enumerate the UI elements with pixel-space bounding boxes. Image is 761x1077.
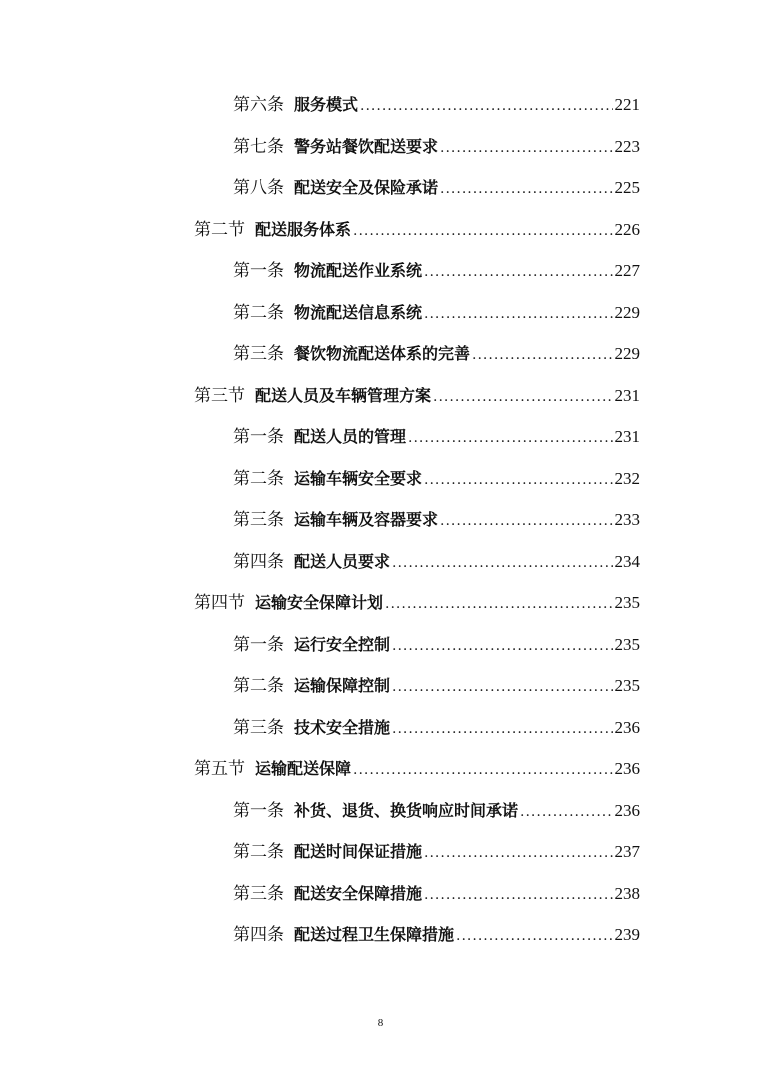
dot-leader [360, 91, 612, 121]
dot-leader [392, 631, 612, 661]
dot-leader [472, 340, 612, 370]
dot-leader [424, 299, 612, 329]
toc-entry-number: 第三条 [233, 883, 284, 904]
toc-entry-number: 第二条 [233, 468, 284, 489]
toc-entry-number: 第四条 [233, 925, 284, 945]
toc-entry-page: 234 [614, 551, 640, 571]
toc-entry-title: 配送人员及车辆管理方案 [255, 385, 432, 405]
toc-entry-title: 配送时间保证措施 [294, 842, 423, 861]
toc-entry-title: 警务站餐饮配送要求 [294, 136, 439, 156]
dot-leader [424, 465, 612, 495]
toc-entry-number: 第二条 [233, 842, 284, 862]
toc-entry-page: 237 [614, 842, 640, 861]
page-number: 8 [377, 1017, 384, 1029]
toc-entry-page: 236 [614, 759, 640, 778]
toc-entry-number: 第二节 [194, 219, 245, 240]
toc-article-entry[interactable] [233, 713, 640, 743]
dot-leader [440, 133, 612, 163]
toc-entry-title: 运行安全控制 [294, 634, 391, 654]
toc-entry-page: 227 [614, 261, 640, 280]
toc-article-entry[interactable] [233, 630, 640, 660]
dot-leader [520, 797, 612, 827]
toc-entry-page: 235 [614, 593, 640, 612]
toc-entry-title: 服务模式 [294, 95, 359, 114]
toc-entry-page: 232 [614, 468, 640, 488]
toc-entry-number: 第一条 [233, 261, 284, 281]
dot-leader [392, 548, 612, 578]
toc-section-entry[interactable] [194, 588, 640, 618]
toc-section-entry[interactable] [194, 215, 640, 245]
toc-entry-number: 第三条 [233, 717, 284, 738]
dot-leader [440, 174, 612, 204]
toc-entry-title: 运输车辆安全要求 [294, 468, 423, 488]
toc-entry-title: 配送服务体系 [255, 219, 352, 239]
toc-section-entry[interactable] [194, 754, 640, 784]
toc-article-entry[interactable] [233, 132, 640, 162]
toc-article-entry[interactable] [233, 298, 640, 328]
toc-article-entry[interactable] [233, 879, 640, 909]
toc-entry-title: 配送安全保障措施 [294, 883, 423, 903]
toc-article-entry[interactable] [233, 547, 640, 577]
toc-entry-title: 技术安全措施 [294, 717, 391, 737]
toc-entry-page: 229 [614, 302, 640, 322]
toc-article-entry[interactable] [233, 422, 640, 452]
toc-entry-title: 配送过程卫生保障措施 [294, 925, 455, 944]
toc-article-entry[interactable] [233, 339, 640, 369]
toc-entry-title: 补货、退货、换货响应时间承诺 [294, 800, 519, 820]
dot-leader [424, 880, 612, 910]
toc-entry-number: 第七条 [233, 136, 284, 157]
toc-entry-page: 235 [614, 676, 640, 695]
dot-leader [385, 589, 612, 619]
toc-entry-title: 物流配送信息系统 [294, 302, 423, 322]
toc-article-entry[interactable] [233, 173, 640, 203]
toc-entry-title: 配送人员的管理 [294, 427, 407, 446]
toc-entry-title: 运输配送保障 [255, 759, 352, 778]
toc-entry-page: 223 [614, 136, 640, 156]
toc-article-entry[interactable] [233, 464, 640, 494]
toc-entry-title: 运输安全保障计划 [255, 593, 384, 612]
toc-entry-page: 231 [614, 385, 640, 405]
toc-entry-page: 226 [614, 219, 640, 239]
toc-entry-number: 第一条 [233, 800, 284, 821]
dot-leader [392, 714, 612, 744]
toc-entry-page: 229 [614, 344, 640, 363]
toc-article-entry[interactable] [233, 920, 640, 950]
toc-entry-title: 运输保障控制 [294, 676, 391, 695]
toc-entry-number: 第三节 [194, 385, 245, 406]
toc-article-entry[interactable] [233, 837, 640, 867]
toc-section-entry[interactable] [194, 381, 640, 411]
toc-entry-number: 第二条 [233, 302, 284, 323]
toc-entry-number: 第四条 [233, 551, 284, 572]
toc-entry-page: 235 [614, 634, 640, 654]
toc-entry-number: 第一条 [233, 634, 284, 655]
dot-leader [424, 838, 612, 868]
toc-entry-page: 239 [614, 925, 640, 944]
dot-leader [353, 755, 612, 785]
dot-leader [440, 506, 612, 536]
toc-entry-title: 运输车辆及容器要求 [294, 510, 439, 529]
toc-article-entry[interactable] [233, 671, 640, 701]
toc-article-entry[interactable] [233, 796, 640, 826]
toc-entry-page: 236 [614, 800, 640, 820]
dot-leader [392, 672, 612, 702]
toc-entry-page: 225 [614, 178, 640, 197]
toc-entry-title: 物流配送作业系统 [294, 261, 423, 280]
toc-entry-page: 233 [614, 510, 640, 529]
toc-entry-title: 配送安全及保险承诺 [294, 178, 439, 197]
toc-entry-number: 第三条 [233, 344, 284, 364]
toc-entry-number: 第四节 [194, 593, 245, 613]
toc-entry-title: 餐饮物流配送体系的完善 [294, 344, 471, 363]
toc-article-entry[interactable] [233, 90, 640, 120]
toc-entry-number: 第一条 [233, 427, 284, 447]
toc-entry-number: 第八条 [233, 178, 284, 198]
toc-article-entry[interactable] [233, 256, 640, 286]
toc-entry-page: 221 [614, 95, 640, 114]
toc-entry-number: 第五节 [194, 759, 245, 779]
toc-entry-page: 238 [614, 883, 640, 903]
toc-entry-number: 第二条 [233, 676, 284, 696]
dot-leader [456, 921, 612, 951]
dot-leader [353, 216, 612, 246]
dot-leader [408, 423, 612, 453]
dot-leader [424, 257, 612, 287]
toc-article-entry[interactable] [233, 505, 640, 535]
toc-entry-title: 配送人员要求 [294, 551, 391, 571]
toc-entry-page: 236 [614, 717, 640, 737]
toc-entry-number: 第六条 [233, 95, 284, 115]
toc-entry-number: 第三条 [233, 510, 284, 530]
toc-entry-page: 231 [614, 427, 640, 446]
dot-leader [433, 382, 612, 412]
